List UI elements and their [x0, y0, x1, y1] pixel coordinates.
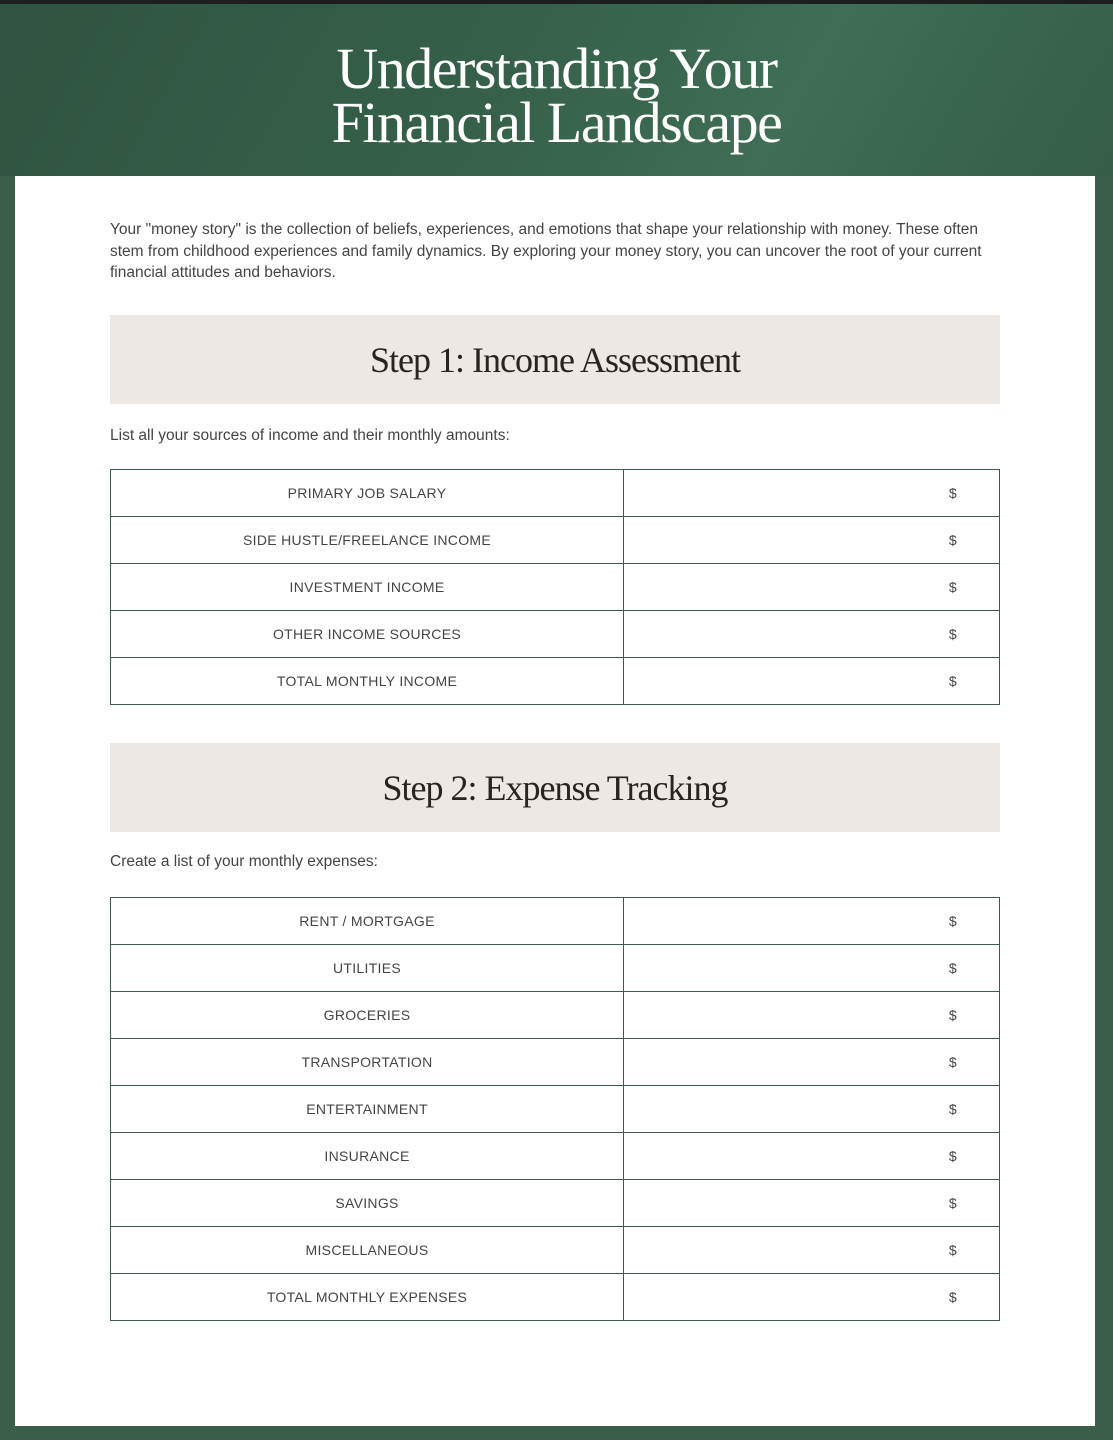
row-label: MISCELLANEOUS — [111, 1227, 624, 1274]
amount-field[interactable]: $ — [624, 564, 1000, 611]
row-label: INSURANCE — [111, 1133, 624, 1180]
amount-field[interactable]: $ — [624, 1227, 1000, 1274]
amount-field[interactable]: $ — [624, 611, 1000, 658]
row-label: SAVINGS — [111, 1180, 624, 1227]
row-label: GROCERIES — [111, 992, 624, 1039]
table-row — [111, 1180, 1000, 1227]
income-table — [110, 469, 1000, 705]
table-row — [111, 1227, 1000, 1274]
page-header — [0, 4, 1113, 176]
table-row — [111, 517, 1000, 564]
table-row — [111, 658, 1000, 705]
row-label: UTILITIES — [111, 945, 624, 992]
amount-field[interactable]: $ — [624, 1180, 1000, 1227]
worksheet-panel — [15, 176, 1095, 1426]
amount-field[interactable]: $ — [624, 470, 1000, 517]
step2-instruction: Create a list of your monthly expenses: — [110, 853, 378, 870]
table-row — [111, 945, 1000, 992]
table-row — [111, 611, 1000, 658]
step1-instruction: List all your sources of income and their monthly amounts: — [110, 427, 510, 444]
row-label: TRANSPORTATION — [111, 1039, 624, 1086]
amount-field[interactable]: $ — [624, 945, 1000, 992]
row-label: PRIMARY JOB SALARY — [111, 470, 624, 517]
table-row — [111, 898, 1000, 945]
table-row — [111, 1274, 1000, 1321]
row-label: INVESTMENT INCOME — [111, 564, 624, 611]
table-row — [111, 564, 1000, 611]
step1-heading-bar — [110, 315, 1000, 404]
table-row — [111, 1086, 1000, 1133]
title-line-2: Financial Landscape — [331, 90, 782, 155]
expense-table — [110, 897, 1000, 1321]
amount-field[interactable]: $ — [624, 992, 1000, 1039]
row-label: TOTAL MONTHLY EXPENSES — [111, 1274, 624, 1321]
table-row — [111, 470, 1000, 517]
table-row — [111, 1039, 1000, 1086]
row-label: ENTERTAINMENT — [111, 1086, 624, 1133]
step2-heading-bar — [110, 743, 1000, 832]
table-row — [111, 992, 1000, 1039]
step2-heading: Step 2: Expense Tracking — [382, 767, 728, 808]
amount-field[interactable]: $ — [624, 898, 1000, 945]
row-label: RENT / MORTGAGE — [111, 898, 624, 945]
title-line-1: Understanding Your — [336, 36, 777, 101]
amount-field[interactable]: $ — [624, 1274, 1000, 1321]
step1-heading: Step 1: Income Assessment — [370, 339, 740, 380]
amount-field[interactable]: $ — [624, 1086, 1000, 1133]
row-label: TOTAL MONTHLY INCOME — [111, 658, 624, 705]
row-label: OTHER INCOME SOURCES — [111, 611, 624, 658]
amount-field[interactable]: $ — [624, 1133, 1000, 1180]
intro-paragraph: Your "money story" is the collection of beliefs, experiences, and emotions that shape your relationship with money. These often stem from childhood experiences and family dynamics. By exploring your money story, you can uncover the root of your current financial attitudes and behaviors. — [110, 221, 982, 281]
amount-field[interactable]: $ — [624, 1039, 1000, 1086]
table-row — [111, 1133, 1000, 1180]
amount-field[interactable]: $ — [624, 658, 1000, 705]
row-label: SIDE HUSTLE/FREELANCE INCOME — [111, 517, 624, 564]
page-title — [0, 36, 1113, 155]
amount-field[interactable]: $ — [624, 517, 1000, 564]
